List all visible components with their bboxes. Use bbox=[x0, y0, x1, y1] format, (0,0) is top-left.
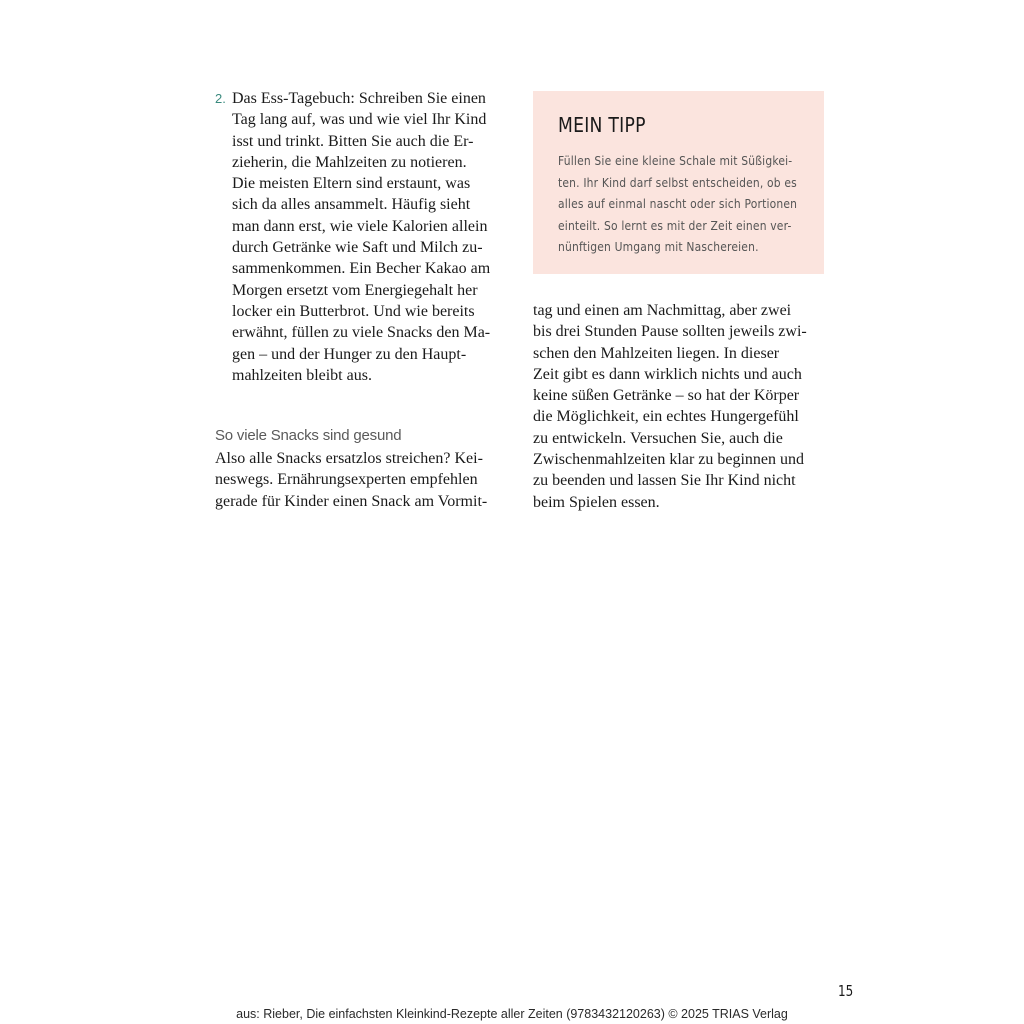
tip-box bbox=[533, 91, 824, 274]
text-line: gerade für Kinder einen Snack am Vormit- bbox=[215, 492, 488, 510]
tip-line: einteilt. So lernt es mit der Zeit einen ver- bbox=[558, 217, 792, 233]
text-line: sich da alles ansammelt. Häufig sieht bbox=[232, 196, 471, 214]
text-line: durch Getränke wie Saft und Milch zu- bbox=[232, 239, 483, 257]
text-line: zu entwickeln. Versuchen Sie, auch die bbox=[533, 429, 783, 447]
text-line: man dann erst, wie viele Kalorien allein bbox=[232, 217, 488, 235]
text-line: Tag lang auf, was und wie viel Ihr Kind bbox=[232, 111, 487, 129]
tip-line: Füllen Sie eine kleine Schale mit Süßigkei- bbox=[558, 153, 793, 168]
text-line: Das Ess-Tagebuch: Schreiben Sie einen bbox=[232, 90, 486, 107]
text-line: bis drei Stunden Pause sollten jeweils zwi- bbox=[533, 323, 807, 341]
left-paragraph bbox=[215, 448, 487, 512]
tip-line: nünftigen Umgang mit Naschereien. bbox=[558, 239, 759, 255]
text-line: sammenkommen. Ein Becher Kakao am bbox=[232, 260, 491, 278]
text-line: isst und trinkt. Bitten Sie auch die Er- bbox=[232, 132, 474, 150]
text-line: die Möglichkeit, ein echtes Hungergefühl bbox=[533, 408, 799, 426]
text-line: Also alle Snacks ersatzlos streichen? Kei- bbox=[215, 450, 483, 467]
text-line: erwähnt, füllen zu viele Snacks den Ma- bbox=[232, 324, 491, 342]
text-line: Zeit gibt es dann wirklich nichts und auch bbox=[533, 365, 802, 383]
text-line: Die meisten Eltern sind erstaunt, was bbox=[232, 175, 471, 193]
right-paragraph bbox=[533, 300, 807, 513]
text-line: neswegs. Ernährungsexperten empfehlen bbox=[215, 471, 478, 489]
text-line: beim Spielen essen. bbox=[533, 493, 660, 511]
tip-line: ten. Ihr Kind darf selbst entscheiden, ob es bbox=[558, 174, 797, 190]
list-item-text bbox=[232, 88, 490, 386]
page-number: 15 bbox=[838, 982, 854, 1000]
text-line: gen – und der Hunger zu den Haupt- bbox=[232, 345, 467, 363]
tip-title: MEIN TIPP bbox=[558, 113, 646, 137]
text-line: schen den Mahlzeiten liegen. In dieser bbox=[533, 344, 780, 362]
text-line: locker ein Butterbrot. Und wie bereits bbox=[232, 302, 475, 320]
text-line: zieherin, die Mahlzeiten zu notieren. bbox=[232, 153, 467, 171]
text-line: keine süßen Getränke – so hat der Körper bbox=[533, 387, 800, 405]
text-line: zu beenden und lassen Sie Ihr Kind nicht bbox=[533, 472, 796, 490]
tip-body bbox=[558, 150, 836, 258]
text-line: Morgen ersetzt vom Energiegehalt her bbox=[232, 281, 478, 299]
text-line: Zwischenmahlzeiten klar zu beginnen und bbox=[533, 451, 805, 469]
tip-line: alles auf einmal nascht oder sich Portionen bbox=[558, 196, 798, 212]
source-footer: aus: Rieber, Die einfachsten Kleinkind-Rezepte aller Zeiten (9783432120263) © 2025 TRIAS Verlag bbox=[236, 1007, 788, 1021]
text-line: tag und einen am Nachmittag, aber zwei bbox=[533, 302, 792, 319]
list-number: 2. bbox=[215, 91, 226, 106]
text-line: mahlzeiten bleibt aus. bbox=[232, 366, 372, 384]
section-subheading: So viele Snacks sind gesund bbox=[215, 427, 402, 444]
